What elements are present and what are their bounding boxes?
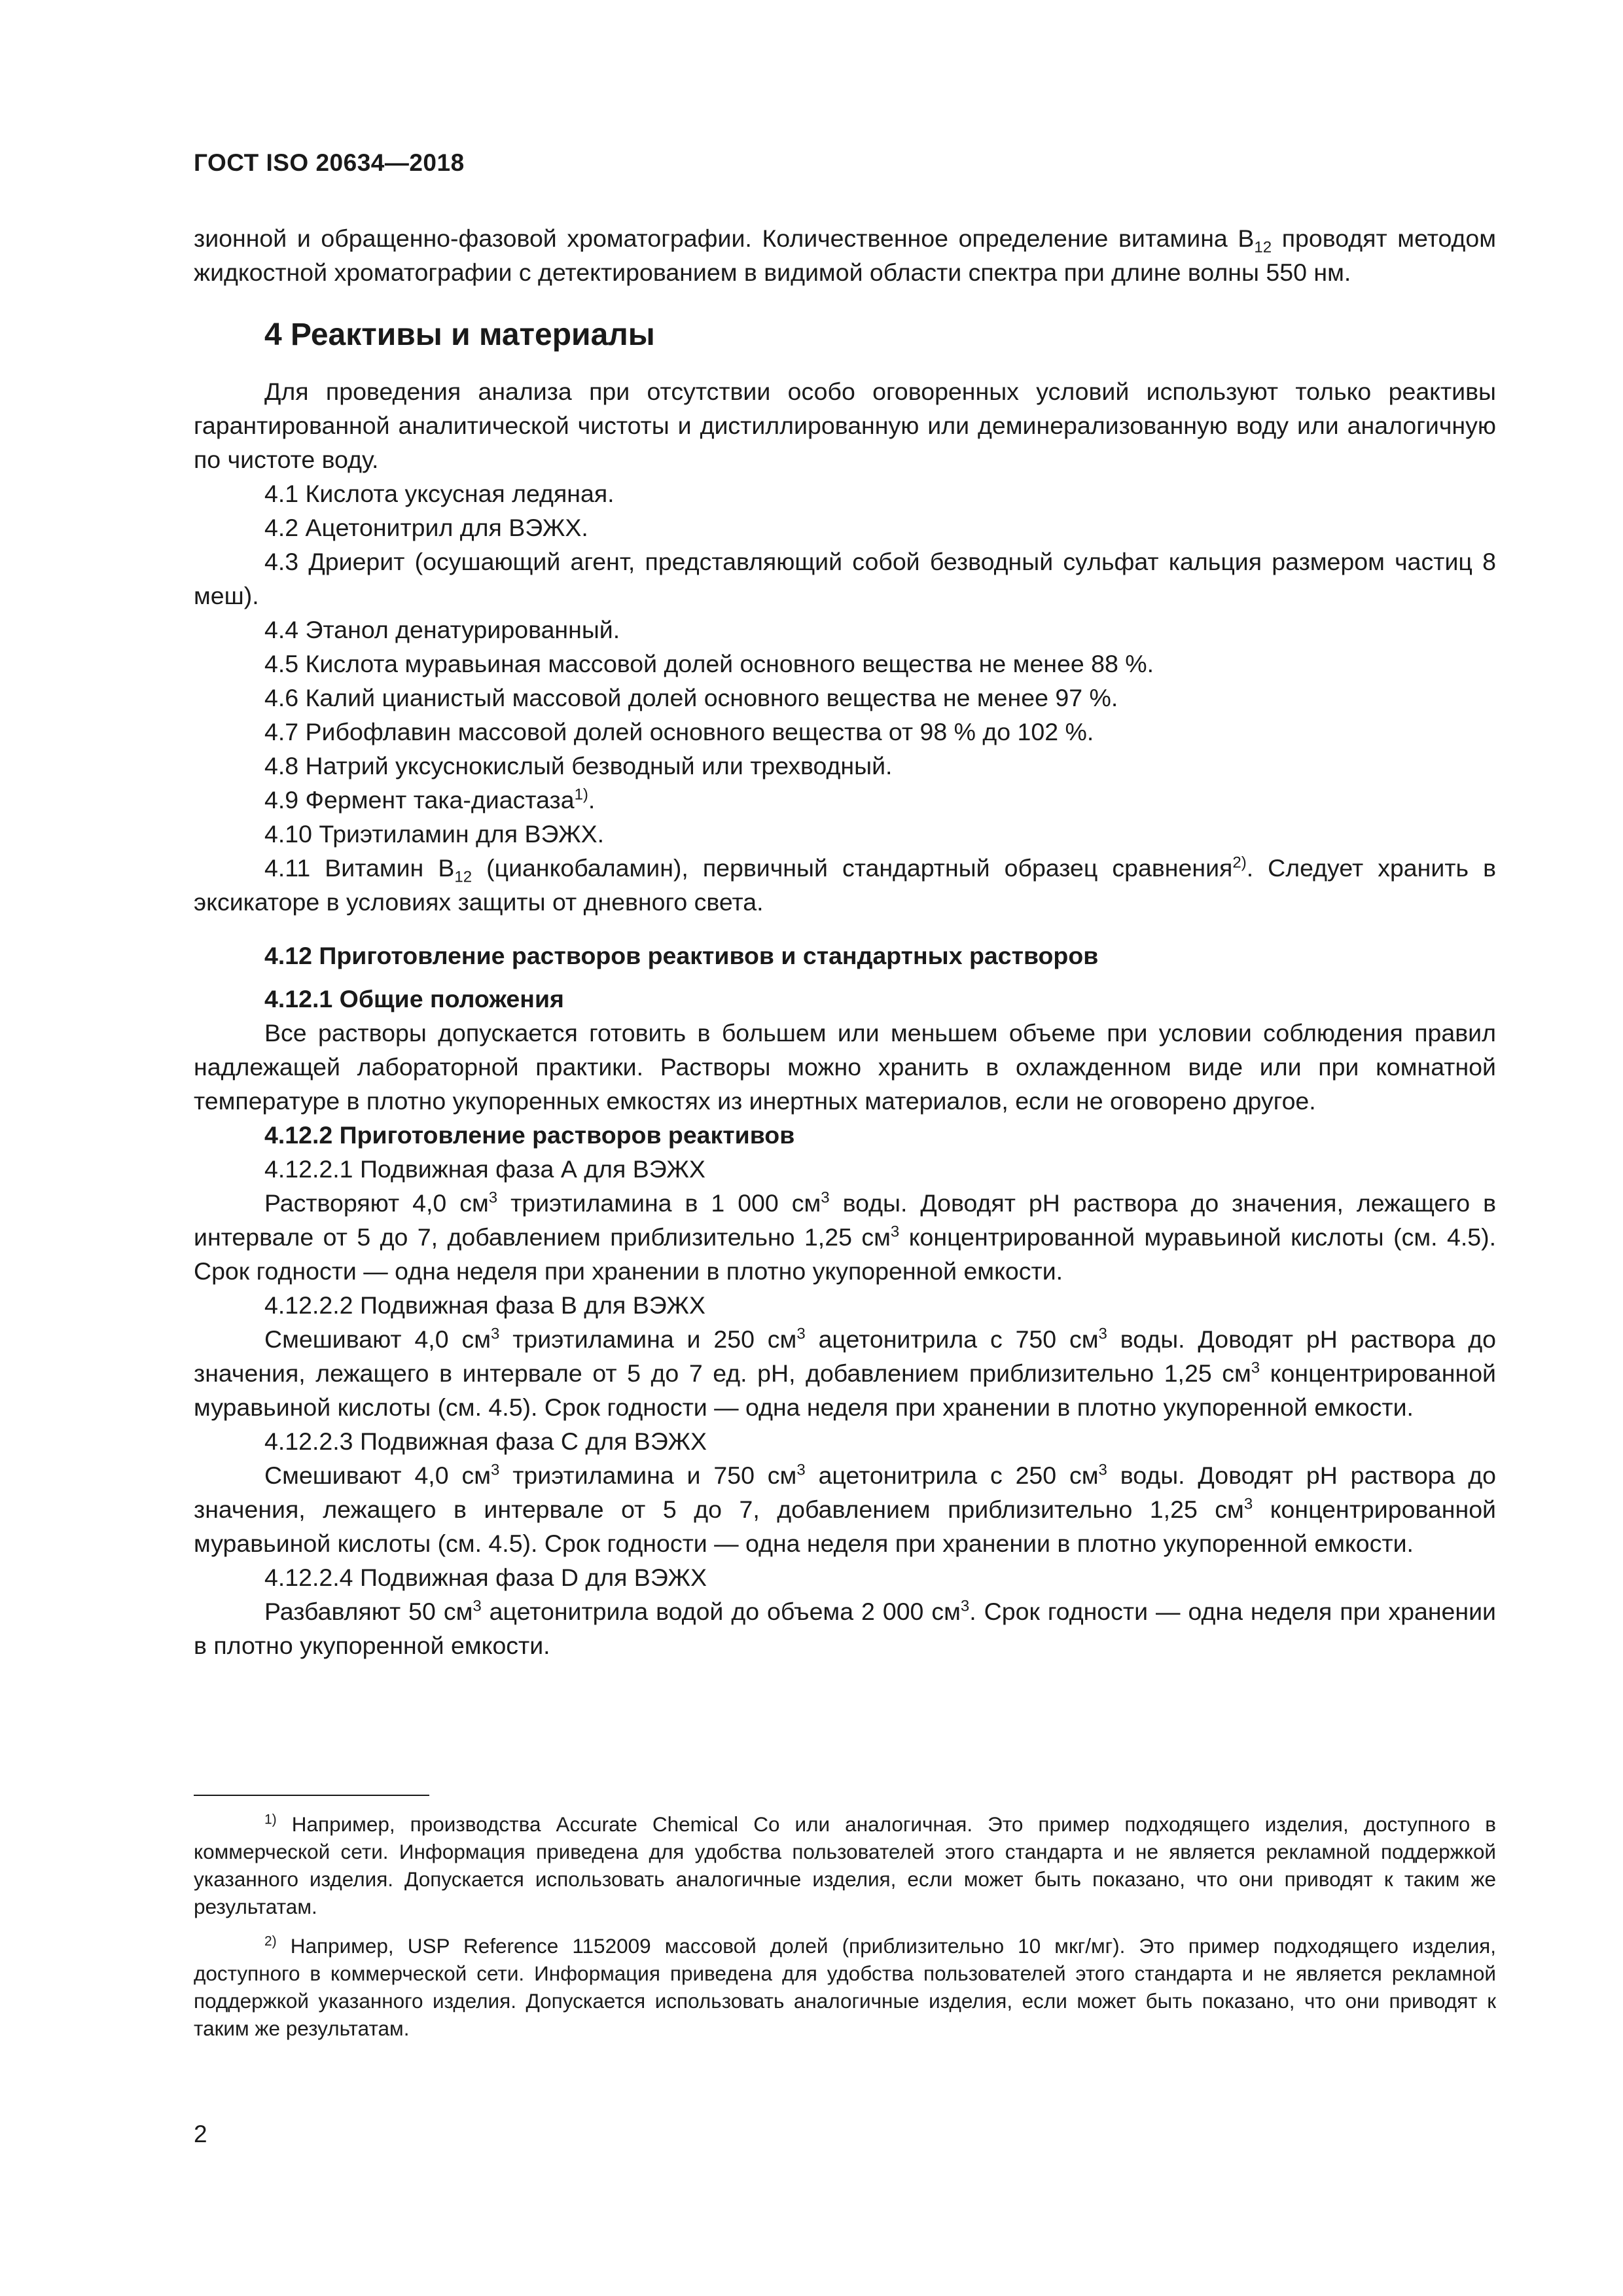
main-content [194,221,1496,1662]
list-item: 4.5 Кислота муравьиная массовой долей основного вещества не менее 88 %. [264,650,1154,677]
paragraph: Разбавляют 50 $см^3$ ацетонитрила водой до объема 2 000 $см^3$. Срок годности — одна неделя при хранении в плотно укупоренной емкости. [194,1597,1496,1659]
subsubsection-heading: 4.12.1 Общие положения [264,985,564,1013]
footnote-1: $^{1)}$ Например, производства Accurate Chemical Co или аналогичная. Это пример подходящего изделия, доступного в коммерческой сети. Информация приведена для удобства пользователей этого стандарта и не является рекламной поддержкой указанного изделия. Допускается использовать аналогичные изделия, если может быть показано, что они приводят к таким же результатам. [194,1812,1496,1918]
footnote-divider [194,1795,429,1796]
paragraph: Все растворы допускается готовить в большем или меньшем объеме при условии соблюдения правил надлежащей лабораторной практики. Растворы можно хранить в охлажденном виде или при комнатной температуре в плотно укупоренных емкостях из инертных материалов, если не оговорено другое. [194,1019,1496,1115]
item-title: 4.12.2.4 Подвижная фаза D для ВЭЖХ [264,1564,707,1591]
footnote-2: $^{2)}$ Например, USP Reference 1152009 массовой долей (приблизительно 10 мкг/мг). Это пример подходящего изделия, доступного в коммерческой сети. Информация приведена для удобства пользователей этого стандарта и не является рекламной поддержкой указанного изделия. Допускается использовать аналогичные изделия, если может быть показано, что они приводят к таким же результатам. [194,1933,1496,2040]
footnote-ref: 1) [574,785,588,804]
item-title: 4.12.2.2 Подвижная фаза В для ВЭЖХ [264,1291,705,1319]
section-intro: Для проведения анализа при отсутствии особо оговоренных условий используют только реактивы гарантированной аналитической чистоты и дистиллированную или деминерализованную воду или аналогичную по чистоте воду. [194,378,1496,473]
paragraph: Растворяют 4,0 $см^3$ триэтиламина в 1 000 $см^3$ воды. Доводят pH раствора до значения, лежащего в интервале от 5 до 7, добавлением приблизительно 1,25 $см^3$ концентрированной муравьиной кислоты (см. 4.5). Срок годности — одна неделя при хранении в плотно укупоренной емкости. [194,1189,1497,1285]
list-item: 4.6 Калий цианистый массовой долей основного вещества не менее 97 %. [264,684,1118,711]
footnote-ref: 2) [1232,853,1247,872]
list-item: 4.10 Триэтиламин для ВЭЖХ. [264,820,605,848]
subsubsection-heading: 4.12.2 Приготовление растворов реактивов [264,1121,795,1149]
list-item: 4.11 Витамин $B_{12}$ (цианкобаламин), первичный стандартный образец сравнения$^{2)}$. Следует хранить в эксикаторе в условиях защиты от дневного света. [194,853,1497,916]
footnotes [194,1795,1496,2054]
list-item: 4.9 Фермент така-диастаза$^{1)}$. [264,785,596,814]
list-item: 4.4 Этанол денатурированный. [264,616,620,643]
list-item: 4.3 Дриерит (осушающий агент, представляющий собой безводный сульфат кальция размером частиц 8 меш). [194,548,1496,609]
subsection-heading: 4.12 Приготовление растворов реактивов и стандартных растворов [264,942,1099,969]
list-item: 4.8 Натрий уксуснокислый безводный или трехводный. [264,752,893,780]
document-header: ГОСТ ISO 20634—2018 [194,149,465,176]
list-item: 4.2 Ацетонитрил для ВЭЖХ. [264,514,588,541]
continuation-paragraph: зионной и обращенно-фазовой хроматографии. Количественное определение витамина $B_{12}$ проводят методом жидкостной хроматографии с детектированием в видимой области спектра при длине волны 550 нм. [194,224,1496,286]
section-heading: 4 Реактивы и материалы [264,317,655,352]
item-title: 4.12.2.1 Подвижная фаза А для ВЭЖХ [264,1155,705,1183]
item-title: 4.12.2.3 Подвижная фаза С для ВЭЖХ [264,1427,707,1455]
list-item: 4.7 Рибофлавин массовой долей основного вещества от 98 % до 102 %. [264,718,1094,745]
paragraph: Смешивают 4,0 $см^3$ триэтиламина и 250 $см^3$ ацетонитрила с 750 $см^3$ воды. Доводят pH раствора до значения, лежащего в интервале от 5 до 7 ед. pH, добавлением приблизительно 1,25 $см^3$ концентрированной муравьиной кислоты (см. 4.5). Срок годности — одна неделя при хранении в плотно укупоренной емкости. [194,1325,1496,1421]
paragraph: Смешивают 4,0 $см^3$ триэтиламина и 750 $см^3$ ацетонитрила с 250 $см^3$ воды. Доводят pH раствора до значения, лежащего в интервале от 5 до 7, добавлением приблизительно 1,25 $см^3$ концентрированной муравьиной кислоты (см. 4.5). Срок годности — одна неделя при хранении в плотно укупоренной емкости. [194,1461,1496,1557]
list-item: 4.1 Кислота уксусная ледяная. [264,480,615,507]
page-number: 2 [194,2121,207,2147]
